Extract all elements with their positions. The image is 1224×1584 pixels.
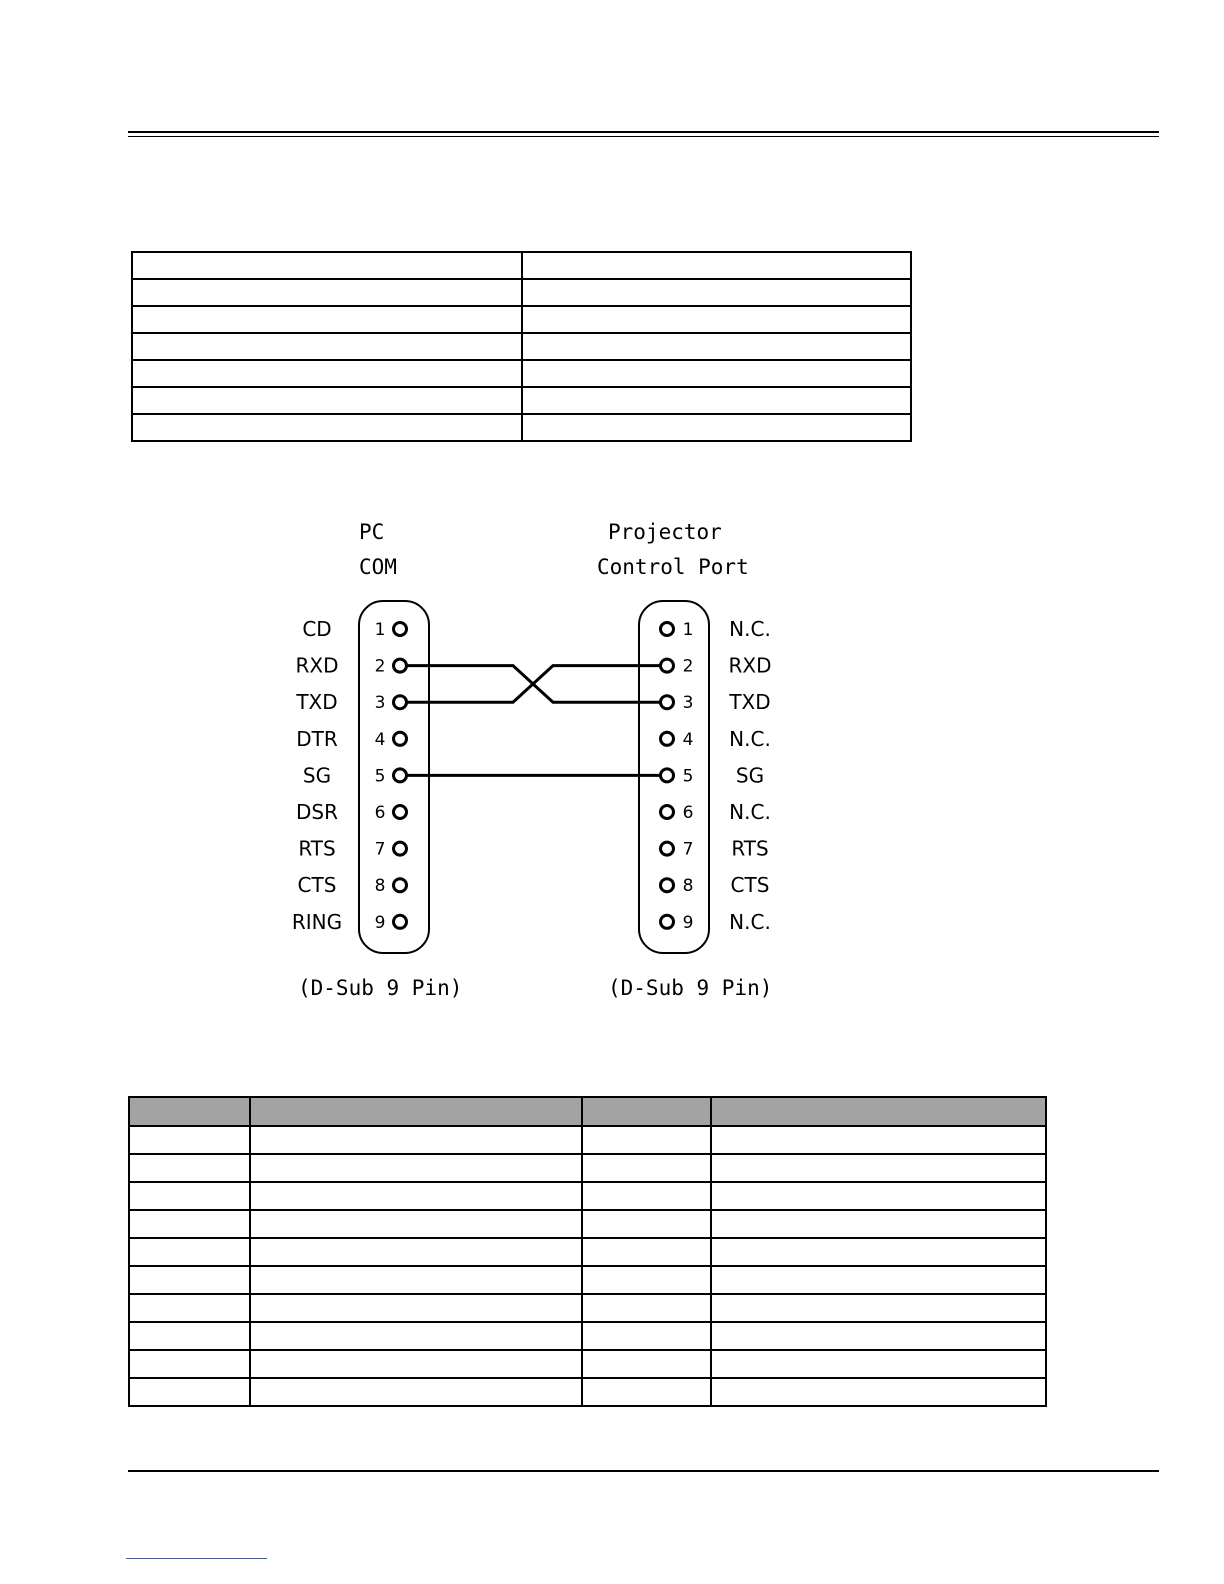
projector-pin-3-icon xyxy=(661,696,674,709)
pc-pin-signal: RXD xyxy=(295,653,339,678)
table-row xyxy=(129,1182,1046,1210)
table-row xyxy=(129,1378,1046,1406)
pc-pin-signal: CD xyxy=(302,617,332,641)
pc-pin-4-icon xyxy=(394,732,407,745)
pc-pin-6-icon xyxy=(394,806,407,819)
projector-pin-1-icon xyxy=(661,623,674,636)
projector-pin-signal: TXD xyxy=(729,690,771,715)
pc-pin-number: 2 xyxy=(374,656,386,677)
projector-pin-signal: N.C. xyxy=(729,617,771,641)
pc-pin-number: 1 xyxy=(374,620,386,640)
table-row xyxy=(129,1238,1046,1266)
pc-pin-5-icon xyxy=(394,769,407,782)
pc-pin-7-icon xyxy=(394,842,407,855)
footer-rule xyxy=(128,1470,1159,1472)
table-row xyxy=(129,1154,1046,1182)
projector-pin-signal: CTS xyxy=(730,873,770,898)
projector-pin-number: 6 xyxy=(682,803,694,823)
projector-pin-number: 5 xyxy=(682,766,694,787)
projector-pin-number: 3 xyxy=(682,693,694,714)
projector-pin-number: 7 xyxy=(682,839,694,860)
wire-3-to-2 xyxy=(407,666,660,703)
projector-pin-signal: N.C. xyxy=(729,909,771,934)
projector-pin-number: 4 xyxy=(682,729,694,750)
projector-pin-number: 8 xyxy=(682,876,694,897)
projector-pin-signal: N.C. xyxy=(729,726,771,751)
projector-pin-signal: RTS xyxy=(731,836,769,861)
projector-pin-signal: N.C. xyxy=(729,800,771,824)
table-header-row xyxy=(129,1097,1046,1126)
table-row xyxy=(129,1210,1046,1238)
pc-pin-signal: SG xyxy=(302,763,332,788)
projector-pin-signal: SG xyxy=(735,763,765,788)
projector-connector-type: (D-Sub 9 Pin) xyxy=(608,976,773,1000)
pc-pin-signal: CTS xyxy=(297,873,337,898)
pc-pin-2-icon xyxy=(394,659,407,672)
pc-pin-signal: RING xyxy=(291,909,343,934)
projector-pin-6-icon xyxy=(661,806,674,819)
projector-pins xyxy=(661,617,772,934)
projector-pin-7-icon xyxy=(661,842,674,855)
pc-subtitle: COM xyxy=(359,555,397,579)
pc-pin-number: 8 xyxy=(374,876,386,897)
table-row xyxy=(129,1266,1046,1294)
projector-pin-2-icon xyxy=(661,659,674,672)
pc-title: PC xyxy=(359,520,385,544)
projector-pin-signal: RXD xyxy=(728,653,772,678)
pc-pin-number: 9 xyxy=(374,912,386,933)
pc-pin-8-icon xyxy=(394,879,407,892)
projector-pin-number: 1 xyxy=(682,620,694,640)
pc-pin-number: 4 xyxy=(374,729,386,750)
projector-title: Projector xyxy=(608,520,722,544)
projector-subtitle: Control Port xyxy=(597,555,749,579)
projector-pin-5-icon xyxy=(661,769,674,782)
pc-pin-9-icon xyxy=(394,915,407,928)
footer-link-underline[interactable] xyxy=(126,1558,267,1559)
pc-pin-signal: TXD xyxy=(296,690,338,715)
pc-pin-number: 3 xyxy=(374,693,386,714)
pc-pins xyxy=(292,617,407,934)
projector-pin-4-icon xyxy=(661,732,674,745)
pc-pin-signal: RTS xyxy=(298,836,336,861)
pc-pin-number: 5 xyxy=(374,766,386,787)
table-row xyxy=(129,1126,1046,1154)
projector-pin-number: 2 xyxy=(682,656,694,677)
table-row xyxy=(129,1350,1046,1378)
projector-pin-number: 9 xyxy=(682,912,694,933)
table-row xyxy=(129,1294,1046,1322)
projector-pin-9-icon xyxy=(661,915,674,928)
command-table xyxy=(128,1096,1047,1407)
pc-pin-number: 6 xyxy=(374,803,386,823)
wires xyxy=(407,666,660,776)
pc-pin-3-icon xyxy=(394,696,407,709)
pc-pin-signal: DSR xyxy=(296,800,338,824)
projector-pin-8-icon xyxy=(661,879,674,892)
pc-pin-number: 7 xyxy=(374,839,386,860)
pc-pin-1-icon xyxy=(394,623,407,636)
pc-pin-signal: DTR xyxy=(296,726,338,751)
pc-connector-type: (D-Sub 9 Pin) xyxy=(298,976,463,1000)
table-row xyxy=(129,1322,1046,1350)
